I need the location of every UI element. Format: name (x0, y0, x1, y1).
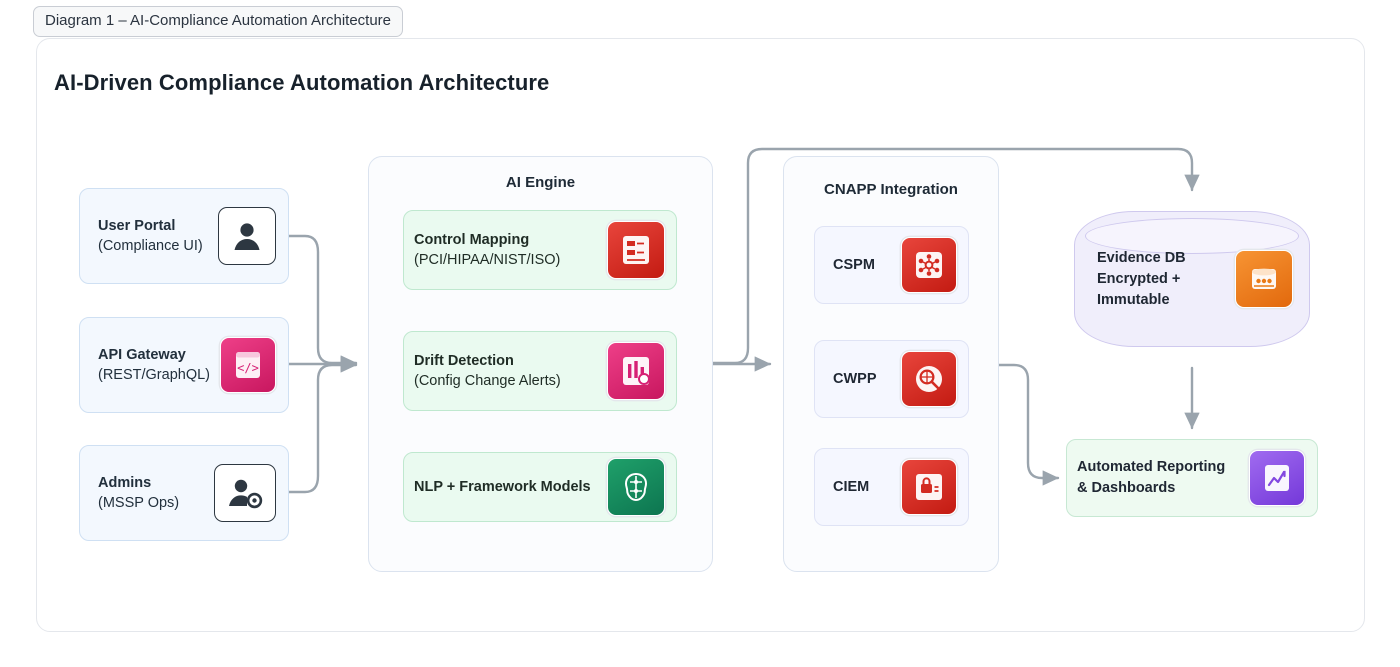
node-drift-detection-label: Drift Detection (Config Change Alerts) (414, 353, 561, 389)
node-ciem[interactable] (814, 448, 969, 526)
database-icon (1235, 250, 1293, 308)
node-cspm[interactable] (814, 226, 969, 304)
identity-lock-icon (901, 459, 957, 515)
group-cnapp-title: CNAPP Integration (824, 181, 958, 198)
node-api-gateway-label: API Gateway (REST/GraphQL) (98, 347, 210, 383)
cloud-posture-graph-icon (901, 237, 957, 293)
node-evidence-db-label: Evidence DB Encrypted + Immutable (1097, 249, 1186, 308)
node-ciem-label: CIEM (833, 479, 870, 495)
neural-network-icon (607, 458, 665, 516)
node-admins-label: Admins (MSSP Ops) (98, 475, 180, 511)
svg-text:</>: </> (237, 361, 259, 375)
node-nlp-framework-models-label: NLP + Framework Models (414, 479, 591, 495)
node-automated-reporting[interactable] (1066, 439, 1318, 517)
node-control-mapping[interactable] (403, 210, 677, 290)
node-cspm-label: CSPM (833, 257, 875, 273)
code-window-icon (220, 337, 276, 393)
node-nlp-framework-models[interactable] (403, 452, 677, 522)
diagram-caption: Diagram 1 – AI-Compliance Automation Architecture (33, 6, 403, 37)
node-drift-detection[interactable] (403, 331, 677, 411)
chart-report-icon (1249, 450, 1305, 506)
node-admins[interactable] (79, 445, 289, 541)
user-icon (218, 207, 276, 265)
workload-scan-icon (901, 351, 957, 407)
node-automated-reporting-label: Automated Reporting & Dashboards (1077, 459, 1226, 496)
drift-gauge-icon (607, 342, 665, 400)
group-ai-engine-title: AI Engine (505, 174, 576, 191)
node-control-mapping-label: Control Mapping (PCI/HIPAA/NIST/ISO) (414, 232, 561, 268)
node-cwpp[interactable] (814, 340, 969, 418)
page-title: AI-Driven Compliance Automation Architecture (54, 70, 550, 95)
node-evidence-db[interactable] (1074, 211, 1310, 347)
mapping-document-icon (607, 221, 665, 279)
node-api-gateway[interactable] (79, 317, 289, 413)
user-gear-icon (214, 464, 276, 522)
node-cwpp-label: CWPP (833, 371, 877, 387)
node-user-portal-label: User Portal (Compliance UI) (98, 218, 203, 254)
node-user-portal[interactable] (79, 188, 289, 284)
